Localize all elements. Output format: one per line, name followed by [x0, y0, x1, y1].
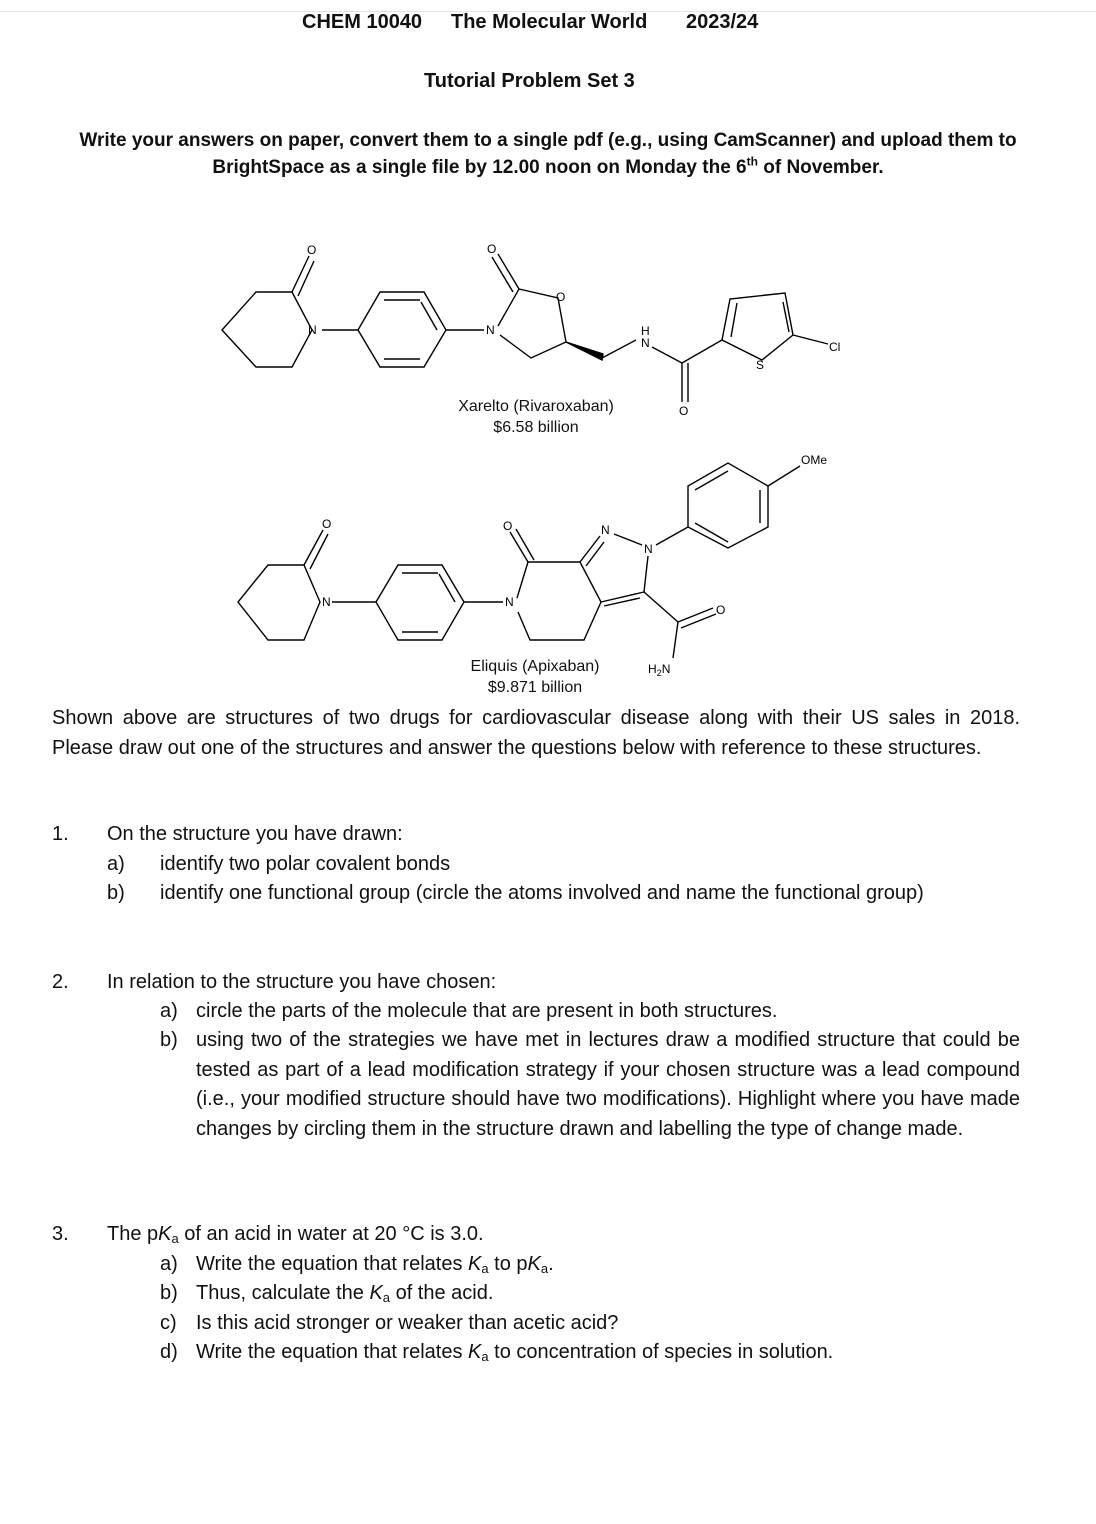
part-text — [196, 1338, 833, 1368]
atom-label: N — [308, 323, 317, 337]
ka-subscript: a — [382, 1290, 391, 1305]
atom-label: N — [486, 323, 495, 337]
amine-label — [648, 662, 670, 678]
instructions-text: Write your answers on paper, convert them to a single pdf (e.g., using CamScanner) and upload them to BrightSpace as a single file by 12.00 noon on Monday the 6 — [79, 130, 1017, 178]
ka-subscript: a — [481, 1349, 489, 1364]
methoxyphenyl-ring — [688, 463, 768, 548]
ka-symbol: K — [527, 1253, 541, 1275]
eliquis-caption — [445, 656, 625, 698]
atom-label: N — [644, 542, 653, 556]
problem-set-title: Tutorial Problem Set 3 — [424, 70, 635, 92]
ka-symbol: K — [158, 1223, 172, 1245]
ka-symbol: K — [369, 1282, 383, 1304]
wedge-bond — [566, 342, 603, 360]
benzene-ring — [358, 292, 446, 367]
part-text: Is this acid stronger or weaker than acetic acid? — [196, 1312, 619, 1334]
text-run: to concentration of species in solution. — [488, 1341, 834, 1363]
drug-name: Eliquis (Apixaban) — [470, 658, 600, 675]
part-label: a) — [160, 1000, 178, 1022]
piperidinone-ring — [222, 292, 312, 367]
question-number: 2. — [52, 971, 69, 993]
course-title: The Molecular World — [451, 11, 648, 33]
text-run: . — [548, 1253, 554, 1275]
atom-label: H — [641, 324, 650, 338]
atom-label: O — [716, 603, 726, 617]
atom-label: N — [641, 336, 650, 350]
part-text: identify one functional group (circle the atoms involved and name the functional group) — [160, 882, 924, 904]
atom-label: H — [648, 662, 657, 676]
atom-label: N — [661, 662, 671, 676]
atom-label: S — [756, 358, 765, 372]
part-label: a) — [160, 1253, 178, 1275]
part-label: b) — [160, 1029, 178, 1051]
ka-symbol: K — [468, 1253, 482, 1275]
part-label: c) — [160, 1312, 177, 1334]
drug-sales: $9.871 billion — [487, 679, 583, 696]
course-code: CHEM 10040 — [302, 11, 423, 33]
lactam-ring — [517, 562, 601, 640]
rivaroxaban-structure — [222, 242, 840, 418]
question-stem — [107, 1220, 484, 1250]
ka-subscript: a — [540, 1261, 549, 1276]
atom-label: OMe — [801, 453, 828, 467]
part-text: identify two polar covalent bonds — [160, 853, 451, 875]
atom-label: O — [679, 404, 689, 418]
atom-label: N — [322, 595, 331, 609]
chemical-structures — [0, 0, 1096, 700]
part-label: a) — [107, 853, 125, 875]
intro-paragraph: Shown above are structures of two drugs for cardiovascular disease along with their US sales in 2018. Please draw out one of the structures and answer the questions below with reference to these structures. — [52, 707, 1020, 759]
part-text: circle the parts of the molecule that are present in both structures. — [196, 1000, 778, 1022]
part-label: b) — [107, 882, 125, 904]
atom-label: O — [307, 243, 317, 257]
ka-subscript: a — [171, 1231, 179, 1246]
text-run: Write the equation that relates — [196, 1341, 469, 1363]
part-text — [196, 1279, 493, 1309]
drug-sales: $6.58 billion — [493, 419, 579, 436]
stem-text: of an acid in water at 20 °C is 3.0. — [178, 1223, 484, 1245]
part-label: d) — [160, 1341, 178, 1363]
benzene-ring — [376, 565, 464, 640]
date-ordinal-suffix: th — [746, 154, 758, 169]
question-number: 1. — [52, 823, 69, 845]
ka-subscript: a — [481, 1261, 489, 1276]
part-text: using two of the strategies we have met in lectures draw a modified structure that could be tested as part of a lead modification strategy if your chosen structure was a lead compound (i.e., your modified structure should have two modifications). Highlight where you have made changes by circling them in the structure drawn and labelling the type of change made. — [196, 1029, 1020, 1140]
ka-symbol: K — [468, 1341, 482, 1363]
academic-year: 2023/24 — [686, 11, 759, 33]
part-text — [196, 1250, 554, 1280]
question-stem: In relation to the structure you have chosen: — [107, 971, 497, 993]
atom-label: O — [503, 519, 513, 533]
atom-label: N — [505, 595, 514, 609]
atom-label: N — [601, 523, 610, 537]
atom-label: O — [556, 290, 566, 304]
piperidinone-ring — [238, 565, 320, 640]
text-run: Write the equation that relates — [196, 1253, 469, 1275]
part-label: b) — [160, 1282, 178, 1304]
text-run: Thus, calculate the — [196, 1282, 370, 1304]
text-run: to p — [488, 1253, 528, 1275]
instructions-text-end: of November. — [757, 157, 884, 178]
drug-name: Xarelto (Rivaroxaban) — [458, 398, 614, 415]
question-stem: On the structure you have drawn: — [107, 823, 403, 845]
text-run: of the acid. — [390, 1282, 494, 1304]
atom-label: O — [487, 242, 497, 256]
xarelto-caption — [436, 396, 636, 438]
atom-label: O — [322, 517, 332, 531]
question-number: 3. — [52, 1223, 69, 1245]
atom-label-subscript: 2 — [656, 668, 662, 678]
stem-text: The p — [107, 1223, 159, 1245]
atom-label: Cl — [829, 340, 841, 354]
apixaban-structure — [238, 453, 827, 678]
